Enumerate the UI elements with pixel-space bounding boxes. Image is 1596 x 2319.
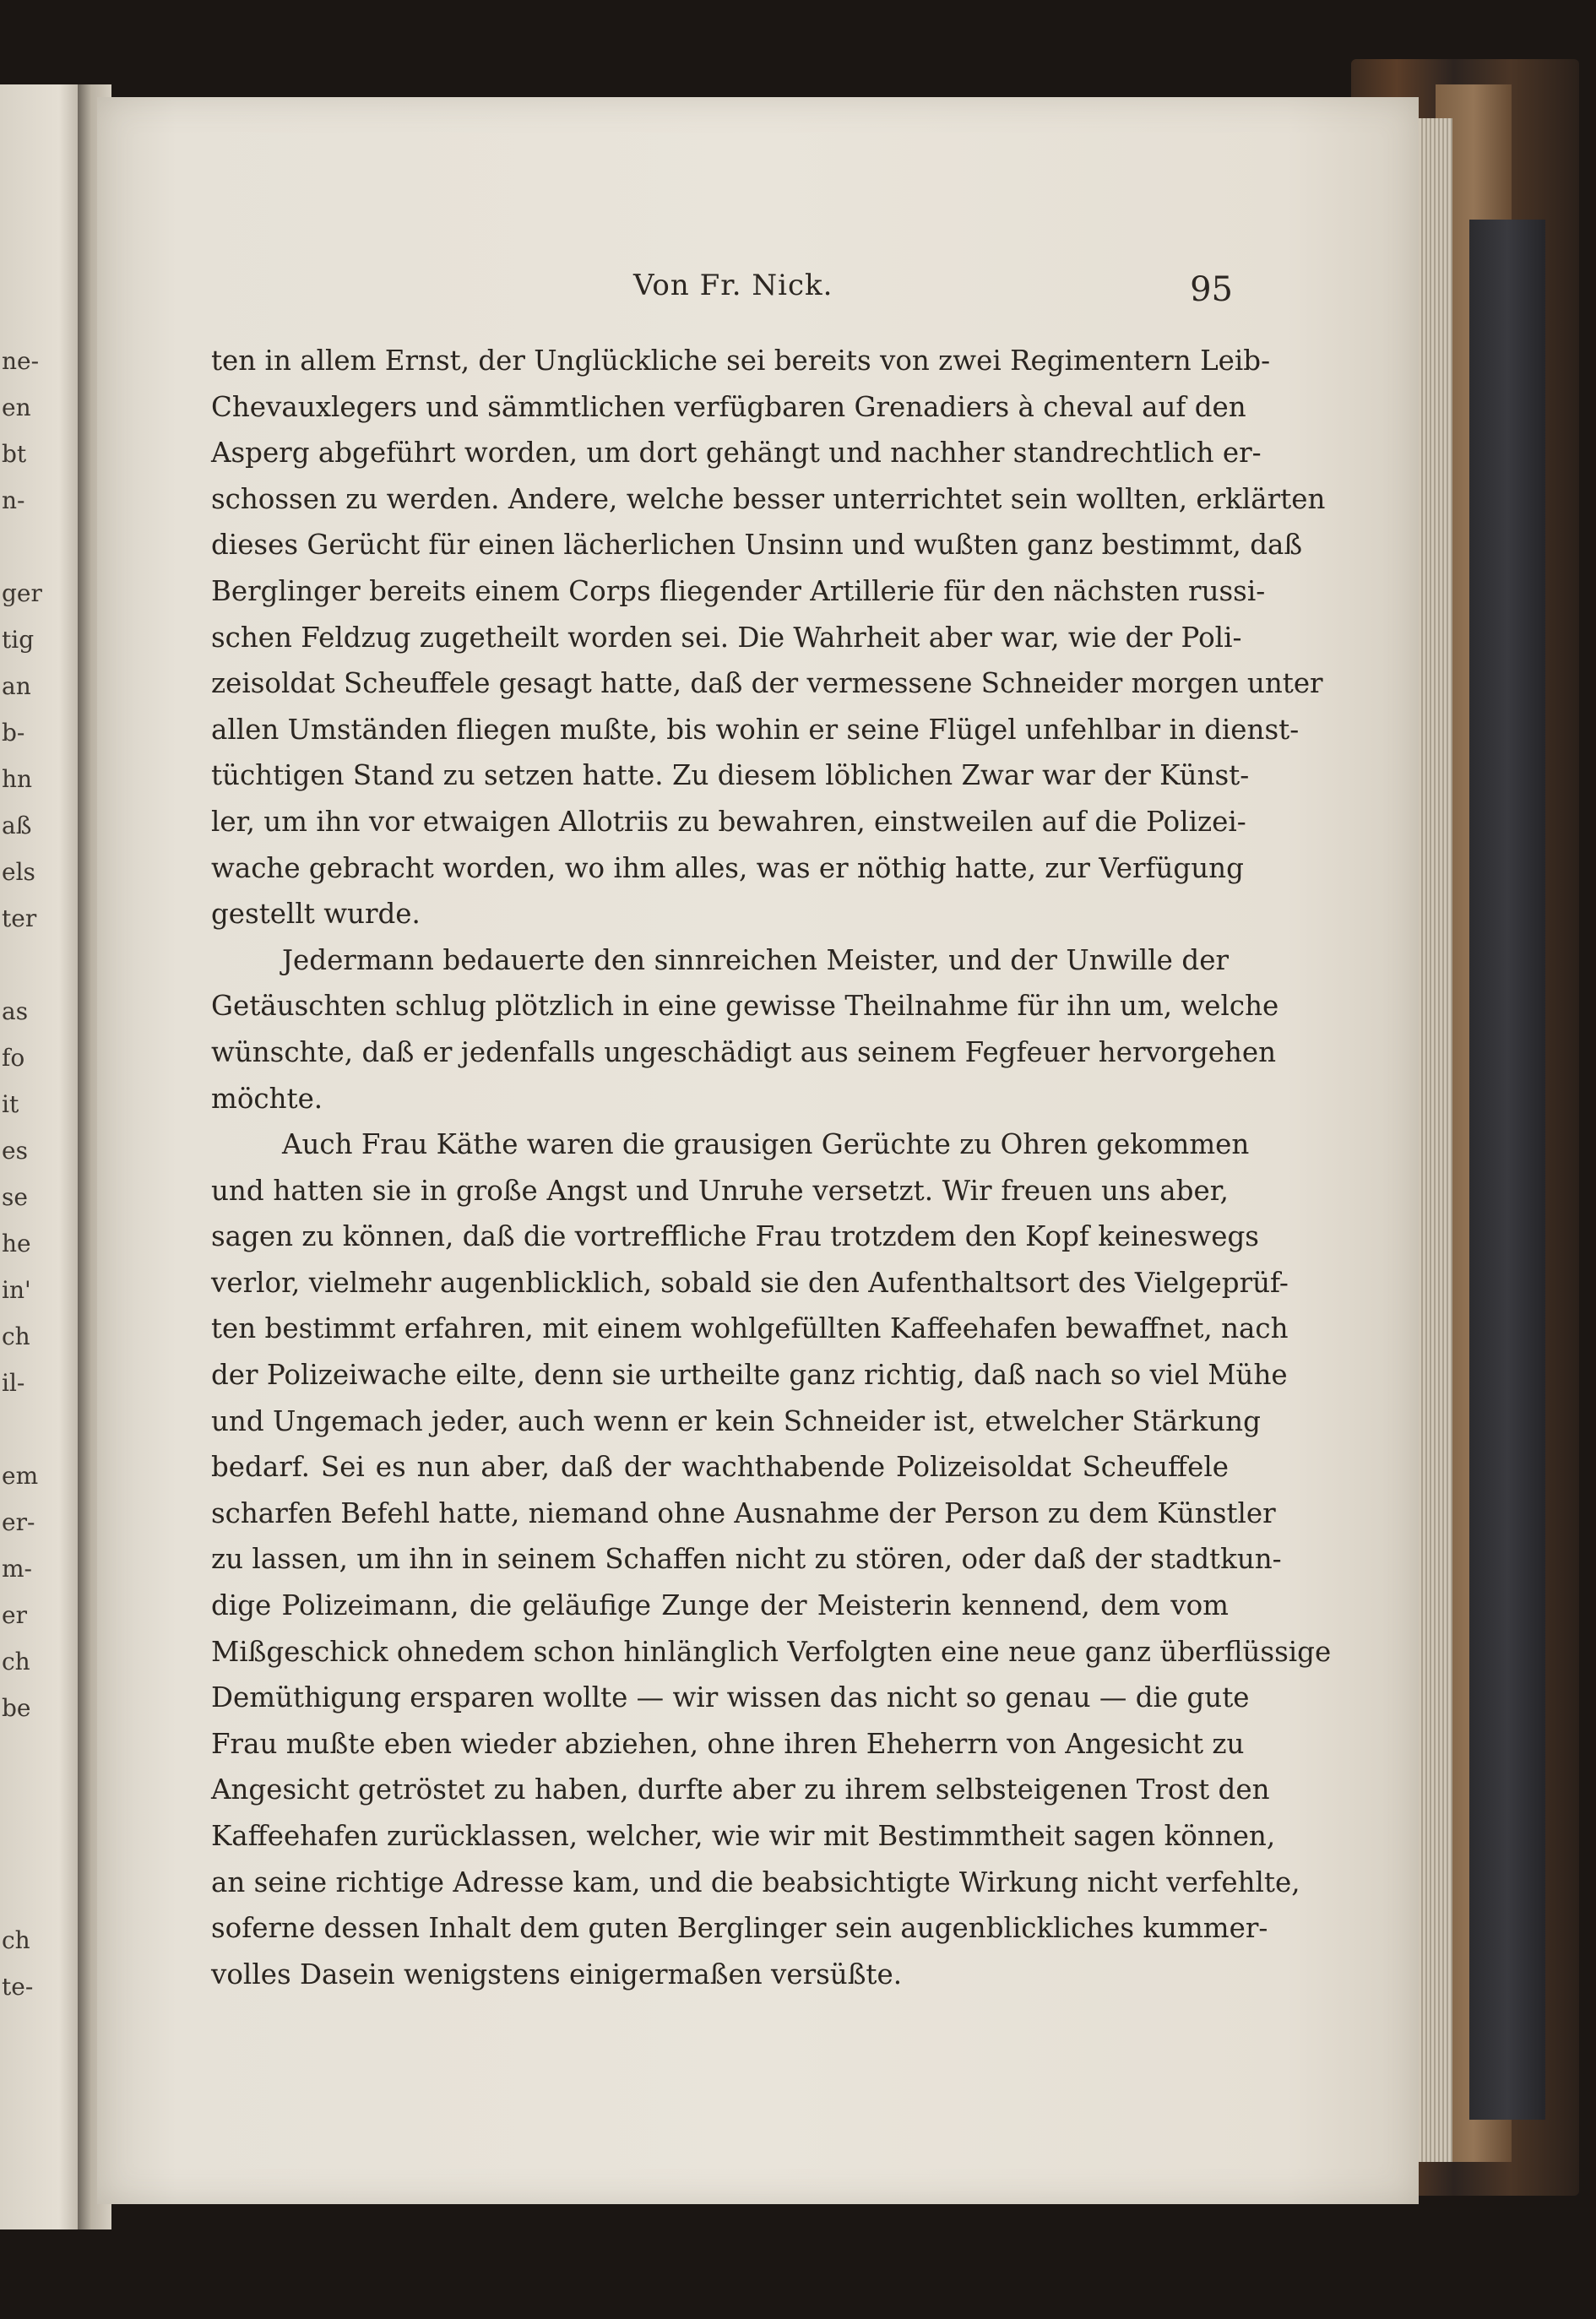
text-line: gestellt wurde.: [211, 898, 421, 931]
text-line: Jedermann bedauerte den sinnreichen Meister, und der Unwille der: [282, 943, 1229, 976]
text-line: wache gebracht worden, wo ihm alles, was er nöthig hatte, zur Verfügung: [211, 851, 1244, 884]
left-fragment: it: [2, 1090, 19, 1118]
page-header: [211, 269, 1233, 319]
text-line: ten bestimmt erfahren, mit einem wohlgefüllten Kaffeehafen bewaffnet, nach: [211, 1312, 1289, 1345]
text-line: Kaffeehafen zurücklassen, welcher, wie wir mit Bestimmtheit sagen können,: [211, 1820, 1276, 1852]
text-line: der Polizeiwache eilte, denn sie urtheilte ganz richtig, daß nach so viel Mühe: [211, 1359, 1288, 1392]
left-fragment: [2, 524, 35, 570]
left-fragment: aß: [2, 812, 32, 839]
left-fragment: be: [2, 1694, 31, 1722]
text-line: zu lassen, um ihn in seinem Schaffen nicht zu stören, oder daß der stadtkun-: [211, 1543, 1282, 1576]
text-line: Demüthigung ersparen wollte — wir wissen das nicht so genau — die gute: [211, 1681, 1250, 1714]
paragraph: [211, 338, 1326, 937]
left-fragment: [2, 1731, 35, 1778]
left-fragment: [2, 1778, 35, 1824]
text-line: und Ungemach jeder, auch wenn er kein Schneider ist, etwelcher Stärkung: [211, 1404, 1261, 1437]
text-line: an seine richtige Adresse kam, und die beabsichtigte Wirkung nicht verfehlte,: [211, 1866, 1300, 1898]
left-fragment: fo: [2, 1044, 25, 1072]
text-line: volles Dasein wenigstens einigermaßen versüßte.: [211, 1958, 903, 1990]
running-head: Von Fr. Nick.: [633, 269, 833, 302]
left-fragment: in': [2, 1276, 31, 1304]
text-line: wünschte, daß er jedenfalls ungeschädigt aus seinem Fegfeuer hervorgehen: [211, 1035, 1277, 1068]
left-fragment: er-: [2, 1508, 35, 1536]
left-fragment: hn: [2, 765, 33, 793]
text-line: ten in allem Ernst, der Unglückliche sei bereits von zwei Regimentern Leib-: [211, 345, 1271, 377]
spine-strip: [1469, 220, 1545, 2120]
paragraph: [211, 1121, 1332, 1997]
left-fragment: ch: [2, 1648, 30, 1675]
left-fragment: il-: [2, 1369, 25, 1397]
left-fragment: ch: [2, 1322, 30, 1350]
text-line: und hatten sie in große Angst und Unruhe versetzt. Wir freuen uns aber,: [211, 1174, 1229, 1207]
left-fragment: en: [2, 394, 31, 421]
text-line: soferne dessen Inhalt dem guten Berglinger sein augenblickliches kummer-: [211, 1912, 1268, 1945]
text-line: scharfen Befehl hatte, niemand ohne Ausnahme der Person zu dem Künstler: [211, 1496, 1276, 1529]
left-fragment: he: [2, 1230, 31, 1257]
left-fragment: em: [2, 1462, 39, 1490]
text-line: Berglinger bereits einem Corps fliegender Artillerie für den nächsten russi-: [211, 574, 1266, 607]
text-line: sagen zu können, daß die vortreffliche Frau trotzdem den Kopf keineswegs: [211, 1220, 1259, 1253]
left-fragment: b-: [2, 719, 25, 747]
text-line: schen Feldzug zugetheilt worden sei. Die Wahrheit aber war, wie der Poli-: [211, 621, 1242, 654]
left-fragment: ter: [2, 904, 37, 932]
text-line: Mißgeschick ohnedem schon hinlänglich Verfolgten eine neue ganz überflüssige: [211, 1635, 1332, 1668]
text-line: dige Polizeimann, die geläufige Zunge der Meisterin kennend, dem vom: [211, 1589, 1229, 1622]
left-fragment: an: [2, 672, 31, 700]
left-fragment: n-: [2, 486, 25, 514]
left-fragment: els: [2, 858, 35, 886]
text-line: Getäuschten schlug plötzlich in eine gewisse Theilnahme für ihn um, welche: [211, 990, 1279, 1023]
left-fragment: tig: [2, 626, 35, 654]
left-fragment: se: [2, 1183, 28, 1211]
left-fragment: as: [2, 997, 29, 1025]
left-fragment: ch: [2, 1926, 30, 1954]
page-number: 95: [1190, 270, 1233, 309]
left-fragment: bt: [2, 440, 27, 468]
left-fragment: ger: [2, 579, 42, 607]
left-fragment: [2, 1871, 35, 1917]
paragraph: [211, 937, 1279, 1121]
text-line: tüchtigen Stand zu setzen hatte. Zu diesem löblichen Zwar war der Künst-: [211, 759, 1250, 792]
left-page-text-fragments: [2, 338, 42, 2010]
text-line: bedarf. Sei es nun aber, daß der wachthabende Polizeisoldat Scheuffele: [211, 1451, 1229, 1484]
text-line: Frau mußte eben wieder abziehen, ohne ihren Eheherrn von Angesicht zu: [211, 1727, 1245, 1760]
text-line: Asperg abgeführt worden, um dort gehängt und nachher standrechtlich er-: [211, 437, 1262, 470]
text-line: Chevauxlegers und sämmtlichen verfügbaren Grenadiers à cheval auf den: [211, 390, 1246, 423]
text-line: ler, um ihn vor etwaigen Allotriis zu bewahren, einstweilen auf die Polizei-: [211, 805, 1246, 838]
left-fragment: [2, 1406, 35, 1453]
left-fragment: m-: [2, 1555, 33, 1583]
left-fragment: [2, 1824, 35, 1871]
left-fragment: [2, 942, 35, 988]
text-line: Auch Frau Käthe waren die grausigen Gerüchte zu Ohren gekommen: [282, 1128, 1250, 1161]
text-line: zeisoldat Scheuffele gesagt hatte, daß der vermessene Schneider morgen unter: [211, 667, 1323, 700]
left-fragment: er: [2, 1601, 27, 1629]
text-line: Angesicht getröstet zu haben, durfte aber zu ihrem selbsteigenen Trost den: [211, 1773, 1270, 1806]
text-line: schossen zu werden. Andere, welche besser unterrichtet sein wollten, erklärten: [211, 482, 1326, 515]
text-line: möchte.: [211, 1082, 323, 1115]
left-fragment: es: [2, 1137, 28, 1165]
left-fragment: te-: [2, 1973, 34, 2001]
text-line: dieses Gerücht für einen lächerlichen Unsinn und wußten ganz bestimmt, daß: [211, 529, 1303, 562]
text-line: allen Umständen fliegen mußte, bis wohin er seine Flügel unfehlbar in dienst-: [211, 713, 1300, 746]
left-fragment: ne-: [2, 347, 40, 375]
body-text: [211, 338, 1332, 1997]
text-line: verlor, vielmehr augenblicklich, sobald sie den Aufenthaltsort des Vielgeprüf-: [211, 1266, 1289, 1299]
